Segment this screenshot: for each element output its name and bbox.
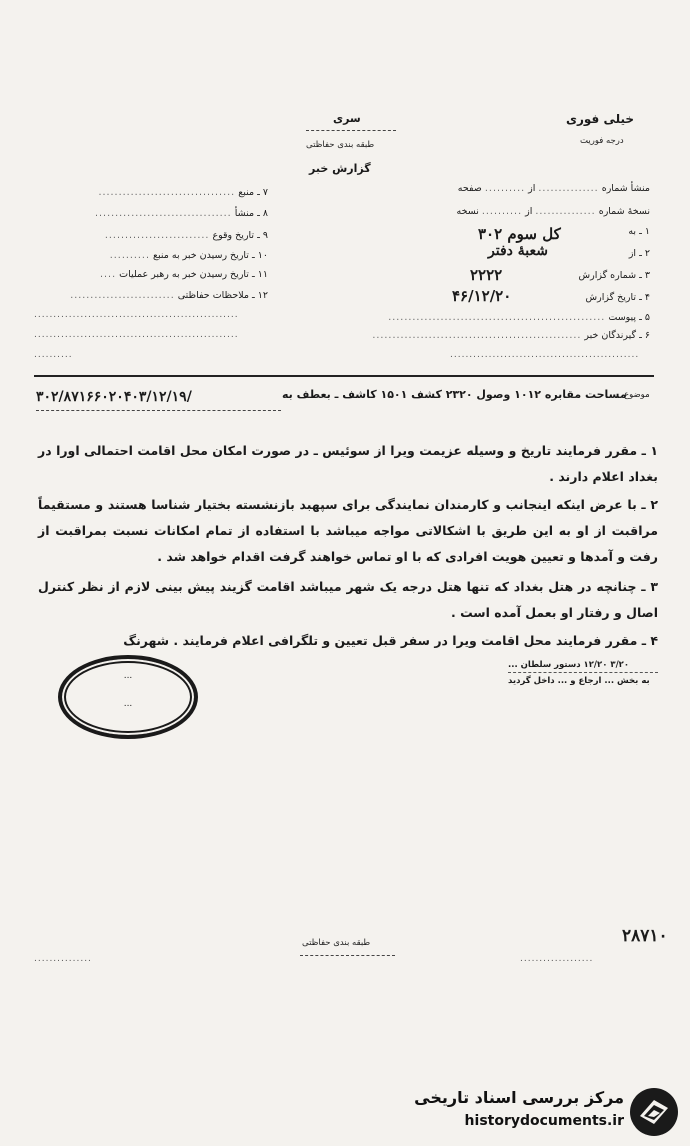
field-to-value: کل سوم ۳۰۲ (478, 225, 561, 243)
field-source: ۷ ـ منبع .................................. (98, 187, 268, 198)
archive-site: historydocuments.ir (464, 1113, 624, 1129)
field-news-to-source-date: ۱۰ ـ تاریخ رسیدن خبر به منبع .......... (109, 250, 268, 261)
field-news-to-operator-date: ۱۱ ـ تاریخ رسیدن خبر به رهبر عملیات .... (100, 269, 268, 280)
field-report-date-value: ۴۶/۱۲/۲۰ (452, 287, 512, 305)
urgency-value: خیلی فوری (566, 112, 635, 126)
classification-label-top: طبقه بندی حفاظتی (306, 140, 375, 150)
annotation-rule (508, 672, 658, 673)
subject-text: مساحت مقابره ۱۰۱۲ وصول ۲۳۲۰ کشف ۱۵۰۱ کاشف ـ بعطف به (282, 388, 627, 401)
field-report-number-value: ۲۲۲۲ (470, 266, 503, 284)
annotation-line-1: ۳/۲۰ ۱۲/۲۰ دستور سلطان ... (508, 660, 630, 670)
header-divider (34, 375, 654, 377)
left-extra-line-3: .......... (34, 350, 73, 360)
field-source-origin: ۸ ـ منشأ .................................. (95, 208, 268, 219)
urgency-label: درجه فوریت (580, 136, 624, 146)
field-event-date: ۹ ـ تاریخ وقوع .......................... (104, 230, 268, 241)
recipients-extra-line: ................................................. (450, 350, 640, 360)
field-to: ۱ ـ به (628, 226, 650, 237)
paragraph-3: ۳ ـ چنانچه در هتل بغداد که تنها هتل درجه یک شهر میباشد اقامت گزیند پیش بینی لازم از نظر کنترل اصال و رفتار او بعمل آمده است . (38, 579, 658, 620)
classification-label-bottom: طبقه بندی حفاظتی (302, 938, 371, 948)
report-title: گزارش خبر (309, 162, 371, 175)
page-number: ۲۸۷۱۰ (622, 926, 668, 946)
paragraph-2: ۲ ـ با عرض اینکه اینجانب و کارمندان نمایندگی برای سپهبد بازنشسته بختیار شناسا هستند و مستقیماً مراقبت از او به این طریق با اشکالاتی مواجه میباشد با استفاده از تمام امکانات نسبت بمراقبت از رفت و آمدها و تعیین هویت افرادی که با او تماس خواهند گرفت اقدام خواهد شد . (38, 497, 658, 564)
annotation-line-2: به بخش ... ارجاع و ... داخل گردید (508, 676, 650, 686)
field-attachment: ۵ ـ پیوست ...................................................... (388, 312, 650, 323)
paragraph-1: ۱ ـ مقرر فرمایند تاریخ و وسیله عزیمت ویرا از سوئیس ـ در صورت امکان محل اقامت احتمالی اورا در بغداد اعلام دارند . (38, 443, 658, 484)
secrecy-underline (306, 130, 396, 131)
footer-dots-right: ................... (520, 954, 594, 964)
field-security-notes: ۱۲ ـ ملاحظات حفاظتی .......................... (70, 290, 268, 301)
field-copy-number: نسخهٔ شماره ............... از .......... نسخه (456, 206, 650, 217)
field-report-date: ۴ ـ تاریخ گزارش (585, 292, 650, 303)
field-from: ۲ ـ از (628, 248, 650, 259)
field-origin-number: منشأ شماره ............... از .......... صفحه (457, 183, 650, 194)
left-extra-line-2: ..................................................... (34, 330, 239, 340)
classification-underline-bottom (300, 955, 395, 956)
paragraph-4: ۴ ـ مقرر فرمایند محل اقامت ویرا در سفر قبل تعیین و تلگرافی اعلام فرمایند . شهرنگ (123, 633, 658, 648)
stamp-text-2: ... (123, 699, 133, 709)
secrecy-value: سری (333, 112, 361, 125)
archive-name: مرکز بررسی اسناد تاریخی (414, 1088, 624, 1107)
field-from-value: شعبهٔ دفتر (488, 243, 548, 259)
subject-reference: ۳۰۲/۸۷۱۶۶۰۲۰۴۰۳/۱۲/۱۹/ (36, 389, 192, 405)
archive-watermark (410, 1084, 682, 1140)
left-extra-line-1: ..................................................... (34, 310, 239, 320)
official-stamp (58, 655, 198, 739)
stamp-text-1: ... (123, 671, 133, 681)
subject-label: موضوع (624, 390, 650, 400)
archive-logo-icon (628, 1086, 680, 1138)
footer-dots-left: ............... (34, 954, 92, 964)
field-recipients: ۶ ـ گیرندگان خبر .................................................... (372, 330, 650, 341)
field-report-number: ۳ ـ شماره گزارش (578, 270, 650, 281)
subject-underline (36, 410, 281, 411)
